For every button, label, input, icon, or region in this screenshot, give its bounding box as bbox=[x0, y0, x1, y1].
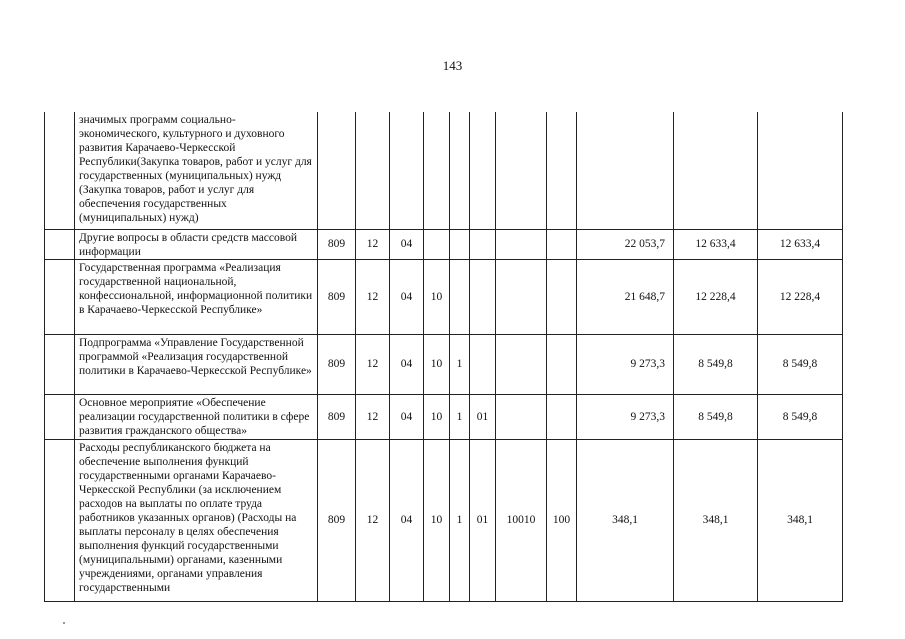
cell-sum-1: 22 053,7 bbox=[577, 229, 674, 259]
cell-vr: 100 bbox=[547, 439, 577, 601]
cell-cs2: 1 bbox=[450, 334, 470, 394]
cell-pr: 04 bbox=[390, 334, 424, 394]
cell-cs4 bbox=[496, 112, 547, 229]
cell-cs3 bbox=[470, 229, 496, 259]
cell-rz bbox=[356, 112, 390, 229]
cell-cs2 bbox=[450, 229, 470, 259]
row-name: Другие вопросы в области средств массовой информации bbox=[75, 229, 318, 259]
cell-vr bbox=[547, 394, 577, 439]
cell-ved: 809 bbox=[318, 229, 356, 259]
cell-cs4 bbox=[496, 334, 547, 394]
cell-sum-1: 348,1 bbox=[577, 439, 674, 601]
cell-rz: 12 bbox=[356, 229, 390, 259]
table-row bbox=[45, 259, 843, 334]
cell-rz: 12 bbox=[356, 334, 390, 394]
row-name: Подпрограмма «Управление Государственной программой «Реализация государственной политики в Карачаево-Черкесской Республике» bbox=[75, 334, 318, 394]
cell-rz: 12 bbox=[356, 439, 390, 601]
cell-sum-2: 12 228,4 bbox=[674, 259, 758, 334]
cell-vr bbox=[547, 259, 577, 334]
cell-sum-3: 8 549,8 bbox=[758, 334, 843, 394]
cell-ved: 809 bbox=[318, 394, 356, 439]
cell-cs4 bbox=[496, 259, 547, 334]
cell-pr: 04 bbox=[390, 394, 424, 439]
margin-cell bbox=[45, 259, 75, 334]
cell-sum-3: 348,1 bbox=[758, 439, 843, 601]
cell-vr bbox=[547, 112, 577, 229]
row-name: значимых программ социально-экономического, культурного и духовного развития Карачаево-Черкесской Республики(Закупка товаров, работ и услуг для государственных (муниципальных) нужд (Закупка товаров, работ и услуг для обеспечения государственных (муниципальных) нужд) bbox=[75, 112, 318, 229]
cell-cs2 bbox=[450, 112, 470, 229]
cell-cs3 bbox=[470, 334, 496, 394]
cell-ved: 809 bbox=[318, 259, 356, 334]
table-row bbox=[45, 112, 843, 229]
table-row bbox=[45, 229, 843, 259]
cell-cs1: 10 bbox=[424, 439, 450, 601]
cell-sum-2: 12 633,4 bbox=[674, 229, 758, 259]
cell-cs3 bbox=[470, 259, 496, 334]
cell-cs3: 01 bbox=[470, 439, 496, 601]
cell-sum-2: 8 549,8 bbox=[674, 394, 758, 439]
margin-cell bbox=[45, 394, 75, 439]
cell-pr: 04 bbox=[390, 439, 424, 601]
cell-cs4 bbox=[496, 394, 547, 439]
cell-sum-3: 8 549,8 bbox=[758, 394, 843, 439]
cell-cs1: 10 bbox=[424, 334, 450, 394]
row-name: Расходы республиканского бюджета на обеспечение выполнения функций государственными органами Карачаево-Черкесской Республики (за исключением расходов на выплаты по оплате труда работников указанных органов) (Расходы на выплаты персоналу в целях обеспечения выполнения функций государственными (муниципальными) органами, казенными учреждениями, органами управления государственными bbox=[75, 439, 318, 601]
cell-ved: 809 bbox=[318, 334, 356, 394]
scan-speck bbox=[63, 622, 65, 624]
cell-cs1: 10 bbox=[424, 394, 450, 439]
cell-cs3 bbox=[470, 112, 496, 229]
margin-cell bbox=[45, 229, 75, 259]
cell-rz: 12 bbox=[356, 394, 390, 439]
cell-sum-3: 12 633,4 bbox=[758, 229, 843, 259]
table-row bbox=[45, 334, 843, 394]
cell-rz: 12 bbox=[356, 259, 390, 334]
cell-ved bbox=[318, 112, 356, 229]
cell-sum-2: 348,1 bbox=[674, 439, 758, 601]
margin-cell bbox=[45, 439, 75, 601]
table-row bbox=[45, 394, 843, 439]
cell-pr bbox=[390, 112, 424, 229]
page-number: 143 bbox=[442, 58, 463, 73]
row-name: Государственная программа «Реализация государственной национальной, конфессиональной, информационной политики в Карачаево-Черкесской Республике» bbox=[75, 259, 318, 334]
cell-sum-2 bbox=[674, 112, 758, 229]
cell-cs2: 1 bbox=[450, 439, 470, 601]
cell-ved: 809 bbox=[318, 439, 356, 601]
cell-vr bbox=[547, 229, 577, 259]
margin-cell bbox=[45, 112, 75, 229]
cell-sum-1: 9 273,3 bbox=[577, 394, 674, 439]
cell-pr: 04 bbox=[390, 259, 424, 334]
table-row bbox=[45, 439, 843, 601]
cell-cs2: 1 bbox=[450, 394, 470, 439]
row-name: Основное мероприятие «Обеспечение реализации государственной политики в сфере развития гражданского общества» bbox=[75, 394, 318, 439]
cell-cs4: 10010 bbox=[496, 439, 547, 601]
budget-table bbox=[44, 112, 843, 602]
cell-cs1 bbox=[424, 229, 450, 259]
margin-cell bbox=[45, 334, 75, 394]
cell-sum-2: 8 549,8 bbox=[674, 334, 758, 394]
cell-pr: 04 bbox=[390, 229, 424, 259]
cell-sum-1 bbox=[577, 112, 674, 229]
cell-cs2 bbox=[450, 259, 470, 334]
cell-sum-3: 12 228,4 bbox=[758, 259, 843, 334]
cell-vr bbox=[547, 334, 577, 394]
cell-cs4 bbox=[496, 229, 547, 259]
cell-sum-1: 21 648,7 bbox=[577, 259, 674, 334]
cell-sum-1: 9 273,3 bbox=[577, 334, 674, 394]
cell-cs3: 01 bbox=[470, 394, 496, 439]
cell-cs1: 10 bbox=[424, 259, 450, 334]
cell-cs1 bbox=[424, 112, 450, 229]
cell-sum-3 bbox=[758, 112, 843, 229]
